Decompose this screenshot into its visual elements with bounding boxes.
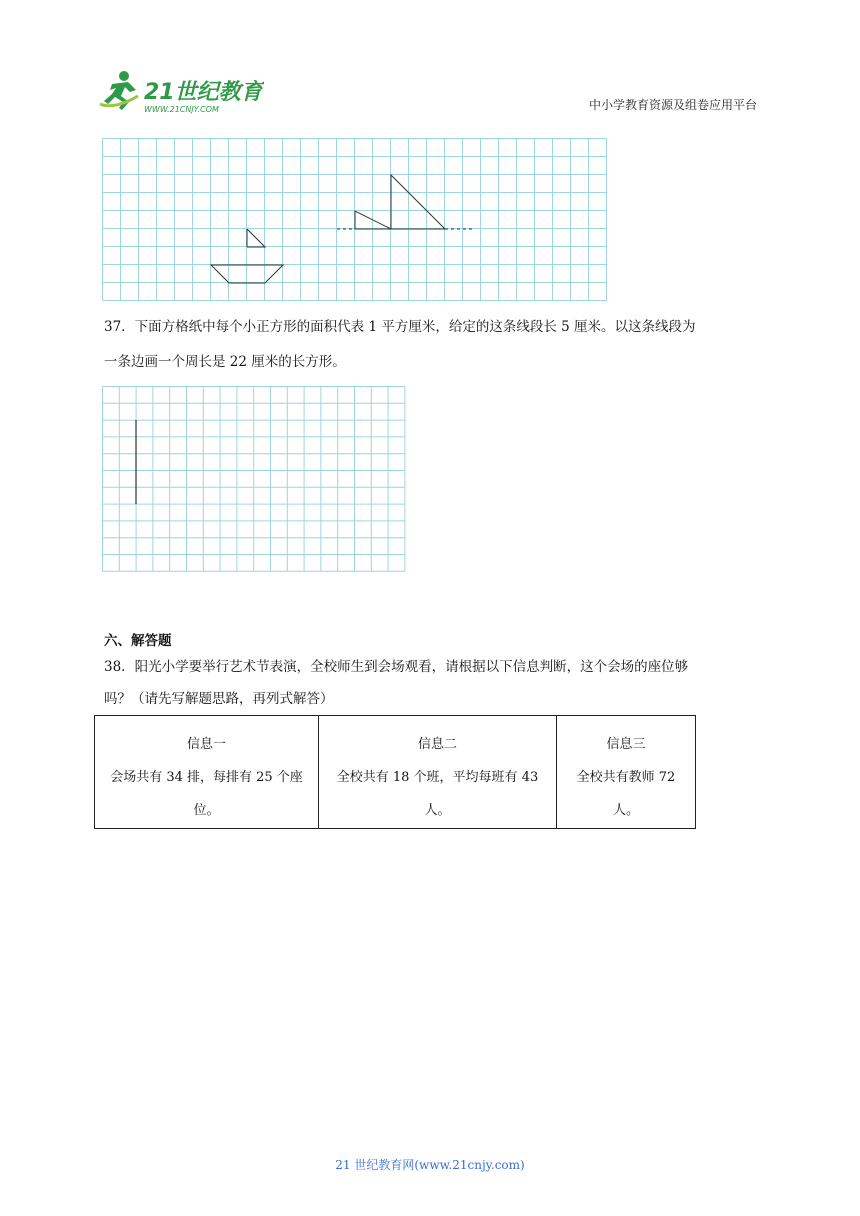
site-logo	[94, 66, 264, 116]
platform-name: 中小学教育资源及组卷应用平台	[588, 98, 757, 112]
sail-figure	[337, 175, 472, 229]
info-1-line2: 位。	[193, 803, 220, 818]
footer-link[interactable]: 21 世纪教育网(www.21cnjy.com)	[335, 1158, 525, 1172]
question-38-line1: 38．阳光小学要举行艺术节表演，全校师生到会场观看，请根据以下信息判断，这个会场的座位够	[104, 659, 689, 675]
question-37-line1: 37．下面方格纸中每个小正方形的面积代表 1 平方厘米，给定的这条线段长 5 厘米。以这条线段为	[104, 319, 696, 335]
logo-url: WWW.21CNJY.COM	[144, 105, 219, 114]
info-3-title: 信息三	[606, 737, 646, 752]
info-table	[94, 715, 696, 829]
question-37-line2: 一条边画一个周长是 22 厘米的长方形。	[104, 354, 346, 370]
logo-text: 21世纪教育	[144, 80, 263, 105]
info-3-line1: 全校共有教师 72	[576, 770, 676, 785]
info-2-line1: 全校共有 18 个班，平均每班有 43	[336, 770, 539, 785]
grid-segment	[102, 386, 407, 572]
question-38-line2: 吗？（请先写解题思路，再列式解答）	[104, 691, 334, 707]
grid-figures	[102, 138, 610, 302]
info-1-title: 信息一	[186, 737, 226, 752]
info-3-line2: 人。	[612, 803, 639, 818]
info-cell-1	[95, 716, 319, 829]
info-2-line2: 人。	[424, 803, 451, 818]
info-2-title: 信息二	[417, 737, 457, 752]
info-cell-3	[557, 716, 696, 829]
info-cell-2	[319, 716, 557, 829]
section-title: 六、解答题	[104, 633, 172, 649]
runner-icon	[100, 71, 138, 110]
info-1-line1: 会场共有 34 排，每排有 25 个座	[110, 770, 303, 785]
